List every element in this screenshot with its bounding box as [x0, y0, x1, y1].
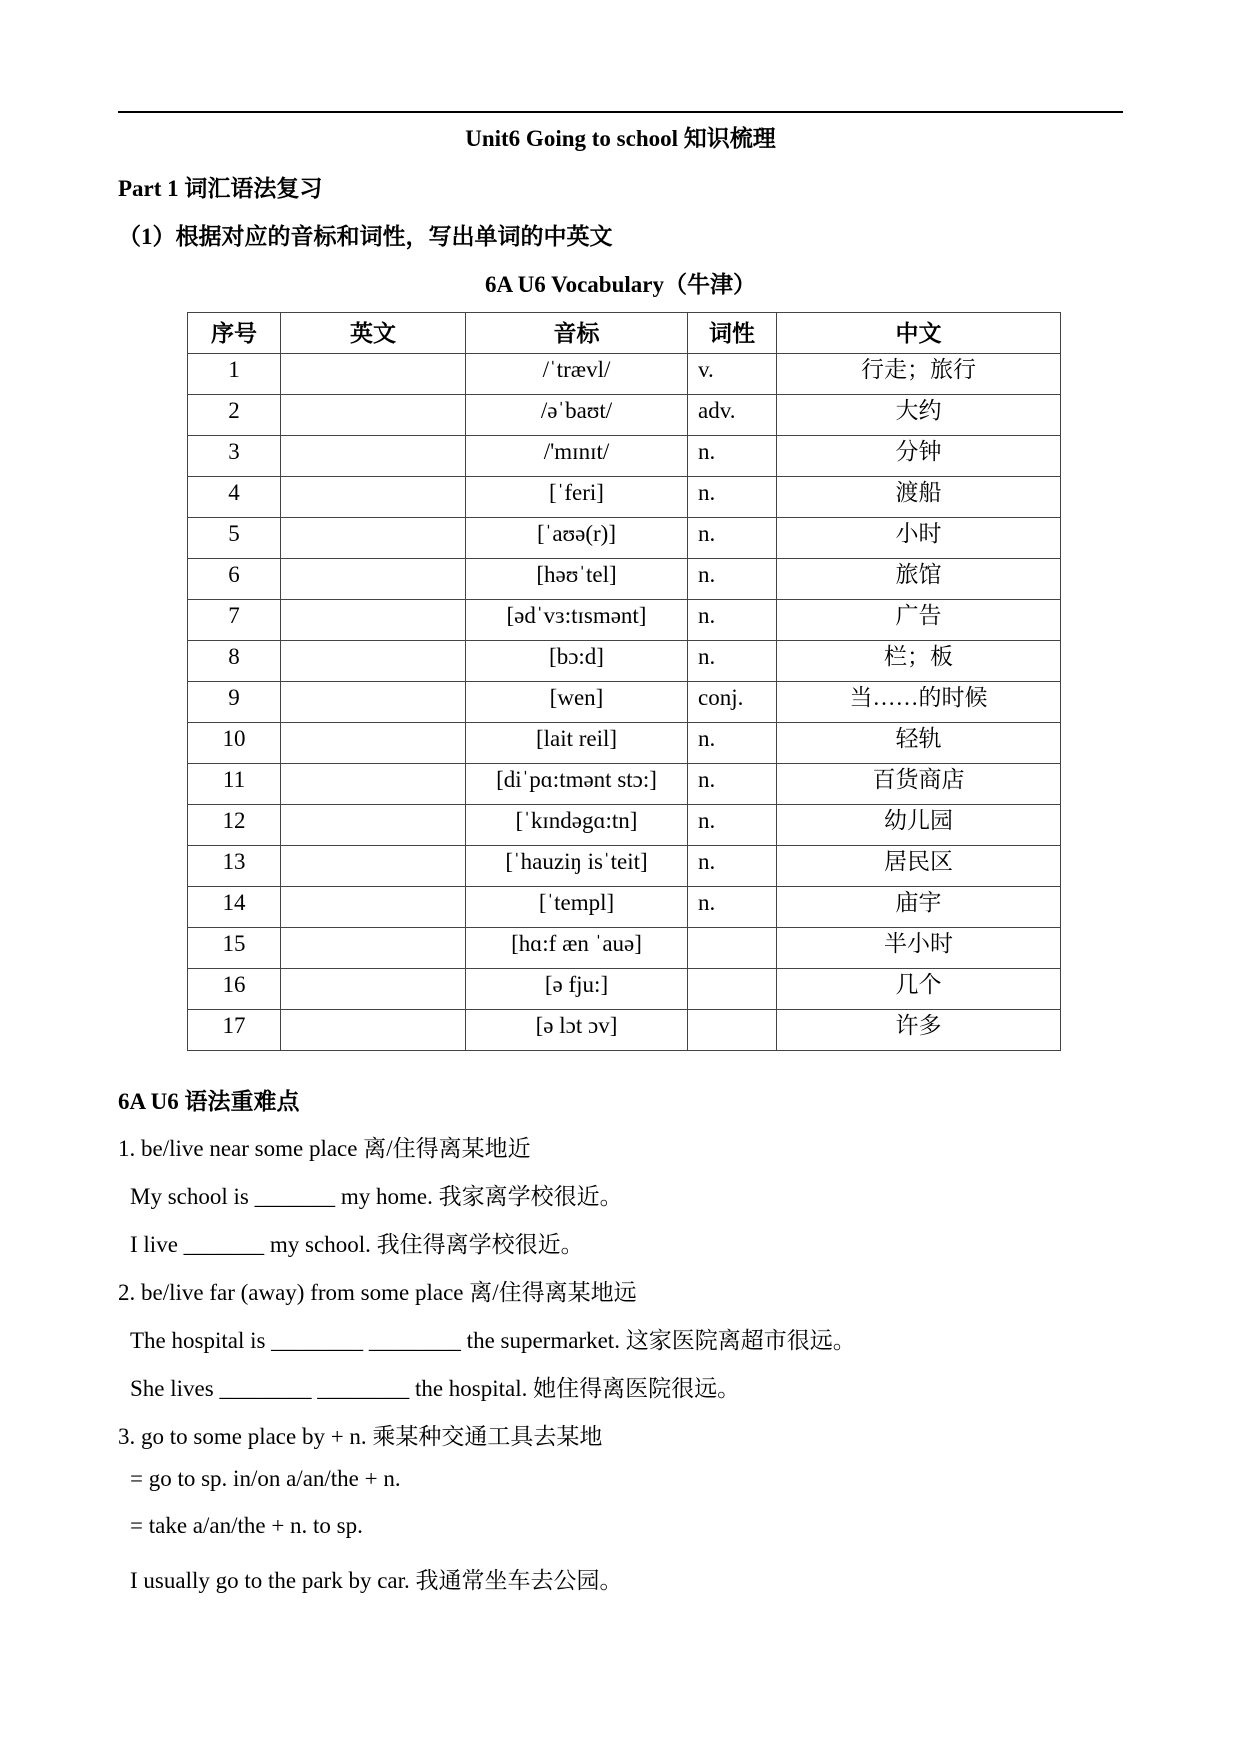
table-row: [188, 395, 1061, 436]
cell-phonetic: [ə lɔt ɔv]: [466, 1010, 688, 1051]
grammar-point-2-example-2: She lives ________ ________ the hospital. 她住得离医院很远。: [130, 1376, 741, 1401]
table-row: [188, 846, 1061, 887]
cell-number: 15: [188, 928, 281, 969]
cell-chinese: 居民区: [777, 846, 1061, 887]
header-chinese: 中文: [777, 313, 1061, 354]
part1-heading: Part 1 词汇语法复习: [118, 176, 323, 201]
cell-english: [281, 887, 466, 928]
cell-english: [281, 518, 466, 559]
grammar-point-1-example-2: I live _______ my school. 我住得离学校很近。: [130, 1232, 584, 1257]
cell-phonetic: [ˈtempl]: [466, 887, 688, 928]
cell-part-of-speech: n.: [688, 764, 777, 805]
cell-part-of-speech: n.: [688, 477, 777, 518]
cell-chinese: 百货商店: [777, 764, 1061, 805]
table-row: [188, 518, 1061, 559]
cell-number: 4: [188, 477, 281, 518]
cell-part-of-speech: n.: [688, 518, 777, 559]
cell-phonetic: [hɑ:f æn ˈauə]: [466, 928, 688, 969]
cell-number: 2: [188, 395, 281, 436]
cell-part-of-speech: n.: [688, 559, 777, 600]
cell-number: 7: [188, 600, 281, 641]
cell-phonetic: [ˈhauziŋ isˈteit]: [466, 846, 688, 887]
instruction: （1）根据对应的音标和词性，写出单词的中英文: [118, 224, 613, 249]
cell-number: 8: [188, 641, 281, 682]
cell-english: [281, 477, 466, 518]
cell-phonetic: [diˈpɑ:tmənt stɔ:]: [466, 764, 688, 805]
cell-number: 12: [188, 805, 281, 846]
cell-english: [281, 641, 466, 682]
table-caption: 6A U6 Vocabulary（牛津）: [485, 272, 756, 297]
cell-chinese: 许多: [777, 1010, 1061, 1051]
cell-part-of-speech: n.: [688, 436, 777, 477]
cell-part-of-speech: adv.: [688, 395, 777, 436]
cell-chinese: 庙宇: [777, 887, 1061, 928]
cell-part-of-speech: [688, 1010, 777, 1051]
cell-part-of-speech: n.: [688, 723, 777, 764]
cell-number: 11: [188, 764, 281, 805]
cell-chinese: 栏；板: [777, 641, 1061, 682]
document-title: Unit6 Going to school 知识梳理: [465, 126, 776, 151]
top-rule: [118, 111, 1123, 113]
table-row: [188, 436, 1061, 477]
table-row: [188, 559, 1061, 600]
table-row: [188, 641, 1061, 682]
table-row: [188, 477, 1061, 518]
cell-chinese: 渡船: [777, 477, 1061, 518]
header-number: 序号: [188, 313, 281, 354]
cell-number: 10: [188, 723, 281, 764]
cell-number: 17: [188, 1010, 281, 1051]
cell-phonetic: [wen]: [466, 682, 688, 723]
cell-part-of-speech: n.: [688, 805, 777, 846]
grammar-heading: 6A U6 语法重难点: [118, 1089, 300, 1114]
vocabulary-table: [187, 312, 1061, 1051]
table-row: [188, 682, 1061, 723]
grammar-point-3-alternative-1: = go to sp. in/on a/an/the + n.: [130, 1466, 401, 1491]
cell-chinese: 旅馆: [777, 559, 1061, 600]
cell-number: 13: [188, 846, 281, 887]
cell-phonetic: [ə fju:]: [466, 969, 688, 1010]
cell-english: [281, 969, 466, 1010]
cell-part-of-speech: n.: [688, 641, 777, 682]
cell-chinese: 大约: [777, 395, 1061, 436]
grammar-point-3-example-1: I usually go to the park by car. 我通常坐车去公园。: [130, 1568, 623, 1593]
cell-english: [281, 764, 466, 805]
cell-english: [281, 846, 466, 887]
cell-part-of-speech: n.: [688, 846, 777, 887]
cell-chinese: 小时: [777, 518, 1061, 559]
cell-english: [281, 354, 466, 395]
header-part-of-speech: 词性: [688, 313, 777, 354]
header-english: 英文: [281, 313, 466, 354]
table-row: [188, 928, 1061, 969]
cell-number: 16: [188, 969, 281, 1010]
cell-phonetic: /ˈtrævl/: [466, 354, 688, 395]
cell-english: [281, 723, 466, 764]
cell-number: 3: [188, 436, 281, 477]
grammar-point-3-alternative-2: = take a/an/the + n. to sp.: [130, 1513, 363, 1538]
cell-number: 5: [188, 518, 281, 559]
table-row: [188, 969, 1061, 1010]
cell-english: [281, 1010, 466, 1051]
cell-phonetic: [lait reil]: [466, 723, 688, 764]
cell-phonetic: /'mɪnɪt/: [466, 436, 688, 477]
cell-english: [281, 600, 466, 641]
grammar-point-2-example-1: The hospital is ________ ________ the supermarket. 这家医院离超市很远。: [130, 1328, 856, 1353]
grammar-point-2-title: 2. be/live far (away) from some place 离/住得离某地远: [118, 1280, 637, 1305]
cell-chinese: 行走；旅行: [777, 354, 1061, 395]
cell-number: 1: [188, 354, 281, 395]
table-row: [188, 723, 1061, 764]
cell-part-of-speech: [688, 969, 777, 1010]
cell-phonetic: /əˈbaʊt/: [466, 395, 688, 436]
cell-phonetic: [ˈkɪndəgɑ:tn]: [466, 805, 688, 846]
grammar-point-1-example-1: My school is _______ my home. 我家离学校很近。: [130, 1184, 623, 1209]
cell-chinese: 幼儿园: [777, 805, 1061, 846]
table-row: [188, 805, 1061, 846]
table-row: [188, 1010, 1061, 1051]
cell-phonetic: [ədˈvɜ:tɪsmənt]: [466, 600, 688, 641]
cell-english: [281, 559, 466, 600]
cell-number: 14: [188, 887, 281, 928]
cell-chinese: 广告: [777, 600, 1061, 641]
header-phonetic: 音标: [466, 313, 688, 354]
table-body: [188, 354, 1061, 1051]
cell-phonetic: [ˈaʊə(r)]: [466, 518, 688, 559]
cell-chinese: 半小时: [777, 928, 1061, 969]
cell-part-of-speech: n.: [688, 887, 777, 928]
grammar-point-3-title: 3. go to some place by + n. 乘某种交通工具去某地: [118, 1424, 603, 1449]
grammar-point-1-title: 1. be/live near some place 离/住得离某地近: [118, 1136, 531, 1161]
cell-phonetic: [həʊˈtel]: [466, 559, 688, 600]
cell-part-of-speech: v.: [688, 354, 777, 395]
cell-chinese: 分钟: [777, 436, 1061, 477]
table-row: [188, 887, 1061, 928]
cell-english: [281, 928, 466, 969]
cell-english: [281, 805, 466, 846]
cell-phonetic: [bɔ:d]: [466, 641, 688, 682]
cell-english: [281, 395, 466, 436]
cell-english: [281, 682, 466, 723]
cell-part-of-speech: [688, 928, 777, 969]
cell-chinese: 几个: [777, 969, 1061, 1010]
cell-english: [281, 436, 466, 477]
cell-number: 6: [188, 559, 281, 600]
table-row: [188, 600, 1061, 641]
table-row: [188, 354, 1061, 395]
table-row: [188, 764, 1061, 805]
cell-part-of-speech: n.: [688, 600, 777, 641]
cell-chinese: 当……的时候: [777, 682, 1061, 723]
table-header-row: [188, 313, 1061, 354]
cell-phonetic: [ˈferi]: [466, 477, 688, 518]
cell-number: 9: [188, 682, 281, 723]
cell-chinese: 轻轨: [777, 723, 1061, 764]
cell-part-of-speech: conj.: [688, 682, 777, 723]
